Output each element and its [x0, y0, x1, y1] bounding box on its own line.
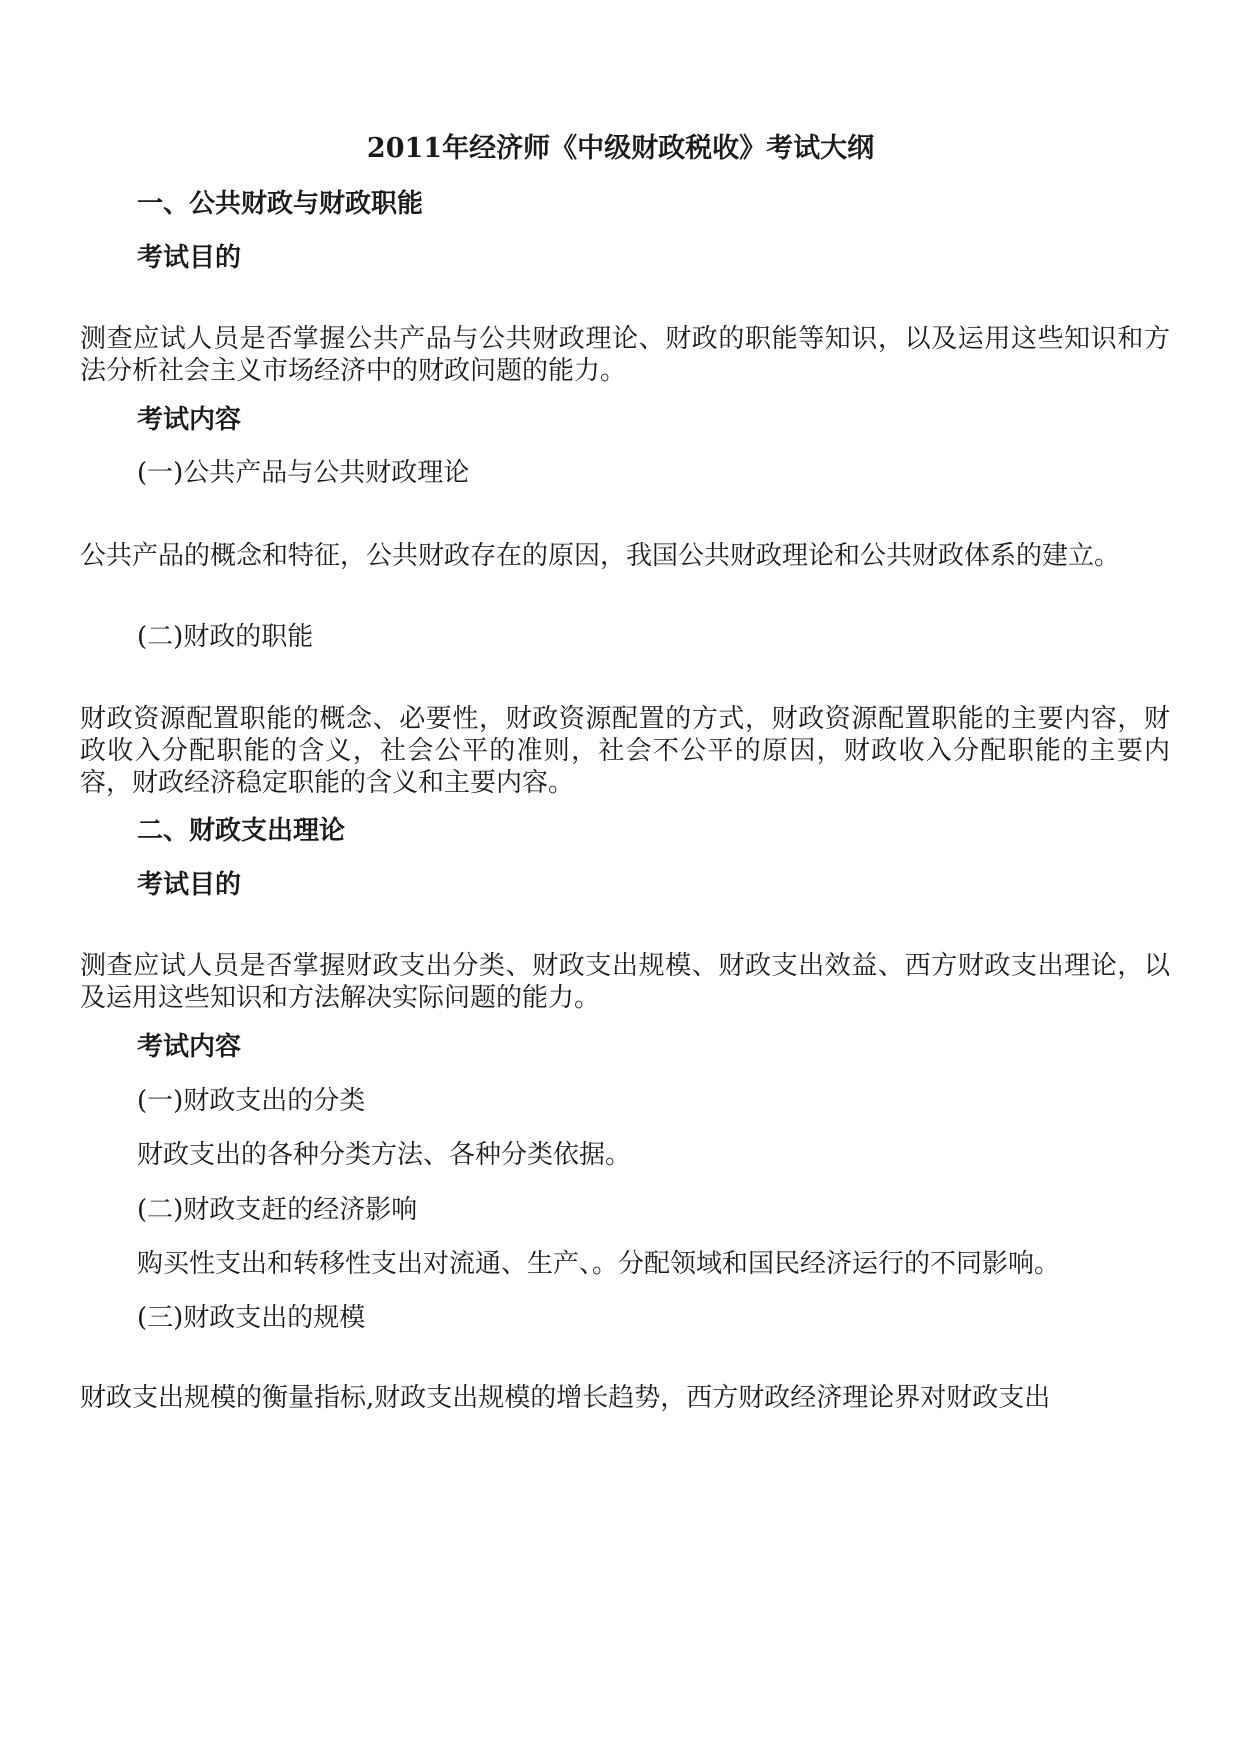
document-title: 2011年经济师《中级财政税收》考试大纲: [366, 133, 875, 164]
content-paragraph-1-2: 财政资源配置职能的概念、必要性，财政资源配置的方式，财政资源配置职能的主要内容，财政收入分配职能的含义，社会公平的准则，社会不公平的原因，财政收入分配职能的主要内容，财政经济稳定职能的含义和主要内容。: [80, 704, 1170, 798]
content-paragraph-2-2: 购买性支出和转移性支出对流通、生产、。分配领域和国民经济运行的不同影响。: [137, 1249, 1061, 1279]
section-heading-2: 二、财政支出理论: [137, 816, 346, 846]
content-paragraph-2-1: 财政支出的各种分类方法、各种分类依据。: [137, 1140, 632, 1170]
exam-content-heading-1: 考试内容: [137, 405, 242, 435]
exam-purpose-heading-2: 考试目的: [137, 870, 242, 900]
exam-content-heading-2: 考试内容: [137, 1032, 242, 1062]
content-item-2-2: (二)财政支赶的经济影响: [137, 1195, 418, 1225]
content-paragraph-2-3: 财政支出规模的衡量指标,财政支出规模的增长趋势，西方财政经济理论界对财政支出: [80, 1383, 1051, 1413]
content-item-1-2: (二)财政的职能: [137, 622, 314, 652]
exam-purpose-paragraph-2: 测查应试人员是否掌握财政支出分类、财政支出规模、财政支出效益、西方财政支出理论，以及运用这些知识和方法解决实际问题的能力。: [80, 951, 1170, 1013]
content-item-2-3: (三)财政支出的规模: [137, 1303, 366, 1333]
content-item-1-1: (一)公共产品与公共财政理论: [137, 458, 470, 488]
section-heading-1: 一、公共财政与财政职能: [137, 189, 424, 219]
exam-purpose-heading-1: 考试目的: [137, 243, 242, 273]
exam-purpose-paragraph-1: 测查应试人员是否掌握公共产品与公共财政理论、财政的职能等知识，以及运用这些知识和方法分析社会主义市场经济中的财政问题的能力。: [80, 324, 1170, 386]
content-paragraph-1-1: 公共产品的概念和特征，公共财政存在的原因，我国公共财政理论和公共财政体系的建立。: [80, 541, 1121, 571]
content-item-2-1: (一)财政支出的分类: [137, 1086, 366, 1116]
